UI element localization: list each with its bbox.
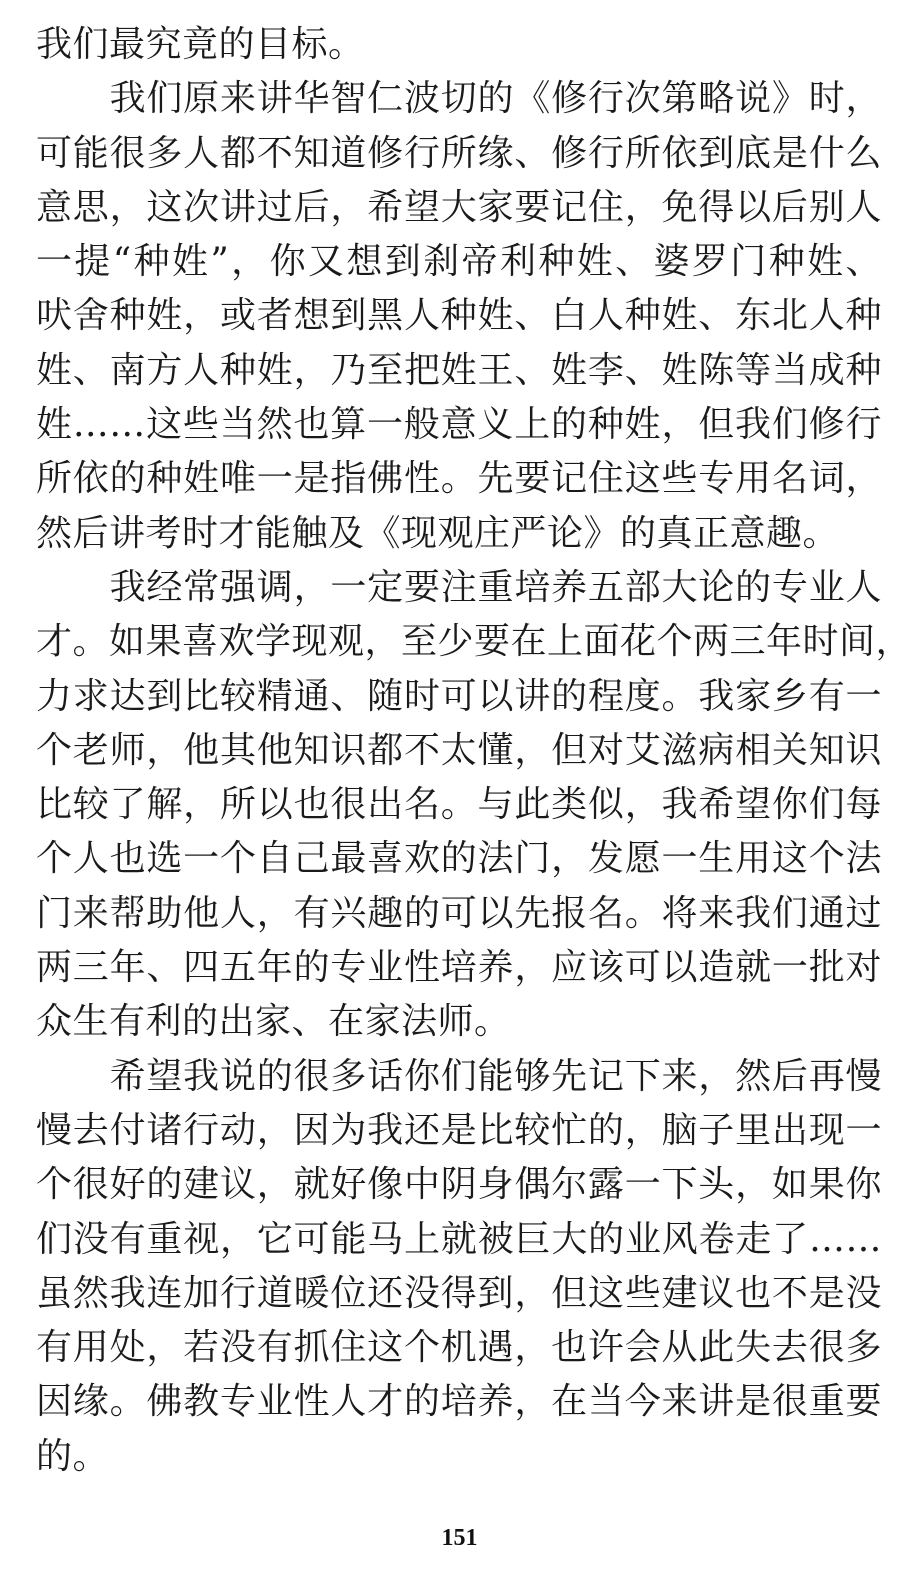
text-line: 所依的种姓唯一是指佛性。先要记住这些专用名词， — [36, 458, 882, 500]
text-line: 我们最究竟的目标。 — [36, 24, 365, 65]
text-line: 个人也选一个自己最喜欢的法门，发愿一生用这个法 — [36, 838, 882, 880]
text-line: 虽然我连加行道暖位还没得到，但这些建议也不是没 — [36, 1272, 882, 1314]
text-line: 力求达到比较精通、随时可以讲的程度。我家乡有一 — [36, 675, 882, 717]
text-line: 慢去付诸行动，因为我还是比较忙的，脑子里出现一 — [36, 1109, 882, 1151]
text-line: 然后讲考时才能触及《现观庄严论》的真正意趣。 — [36, 512, 840, 554]
body-text — [36, 18, 913, 1484]
text-line: 个老师，他其他知识都不太懂，但对艾滋病相关知识 — [36, 729, 882, 771]
text-line: 比较了解，所以也很出名。与此类似，我希望你们每 — [36, 784, 882, 826]
text-line: 才。如果喜欢学现观，至少要在上面花个两三年时间， — [36, 621, 913, 663]
text-line: 门来帮助他人，有兴趣的可以先报名。将来我们通过 — [36, 892, 882, 934]
text-line: 吠舍种姓，或者想到黑人种姓、白人种姓、东北人种 — [36, 295, 882, 337]
text-line: 希望我说的很多话你们能够先记下来，然后再慢 — [36, 1055, 882, 1097]
text-line: 我经常强调，一定要注重培养五部大论的专业人 — [36, 566, 882, 608]
text-line: 因缘。佛教专业性人才的培养，在当今来讲是很重要 — [36, 1381, 882, 1423]
text-line: 一提“种姓”，你又想到刹帝利种姓、婆罗门种姓、 — [36, 241, 882, 283]
text-line: 姓、南方人种姓，乃至把姓王、姓李、姓陈等当成种 — [36, 349, 882, 391]
text-line: 有用处，若没有抓住这个机遇，也许会从此失去很多 — [36, 1327, 882, 1369]
text-line: 两三年、四五年的专业性培养，应该可以造就一批对 — [36, 947, 882, 989]
text-line: 个很好的建议，就好像中阴身偶尔露一下头，如果你 — [36, 1164, 882, 1206]
text-line: 可能很多人都不知道修行所缘、修行所依到底是什么 — [36, 132, 882, 174]
text-line: 我们原来讲华智仁波切的《修行次第略说》时， — [36, 78, 882, 120]
text-line: 的。 — [36, 1435, 110, 1477]
text-line: 意思，这次讲过后，希望大家要记住，免得以后别人 — [36, 186, 882, 228]
text-line: 众生有利的出家、在家法师。 — [36, 1001, 511, 1043]
page-number: 151 — [441, 1525, 478, 1551]
text-line: 姓……这些当然也算一般意义上的种姓，但我们修行 — [36, 404, 882, 446]
text-line: 们没有重视，它可能马上就被巨大的业风卷走了…… — [36, 1218, 882, 1260]
